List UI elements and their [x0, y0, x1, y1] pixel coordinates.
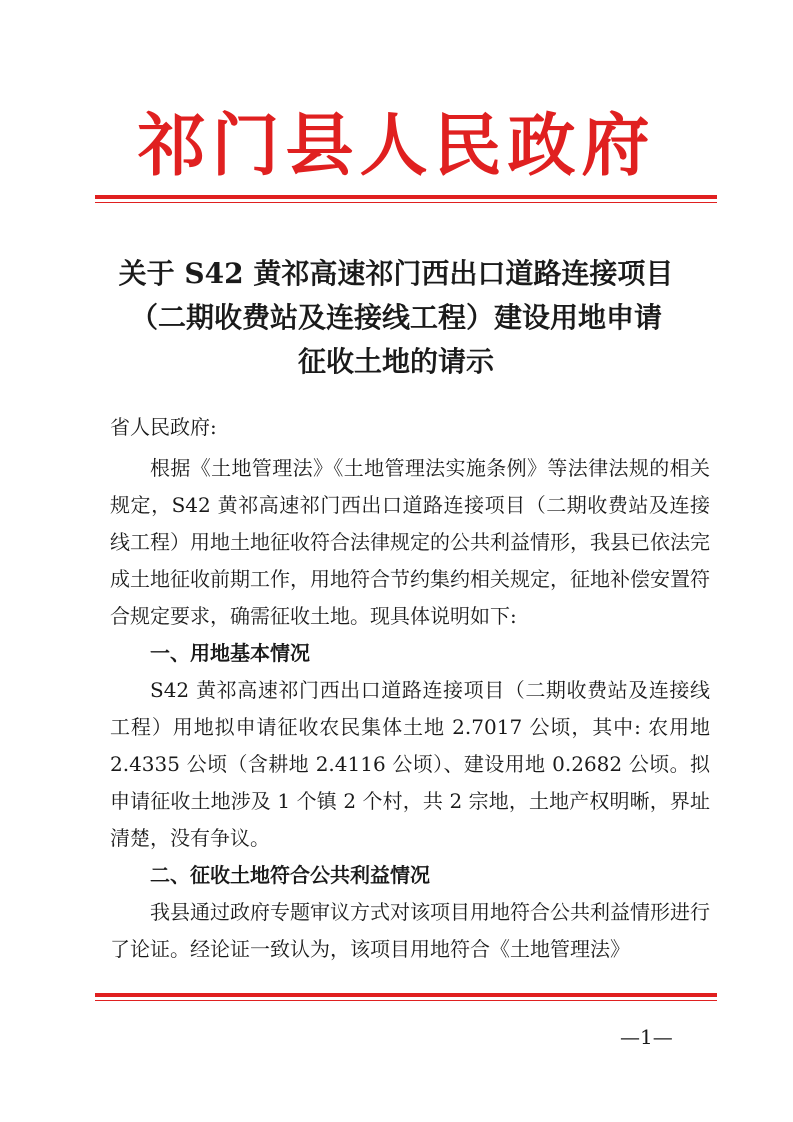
- paragraph: S42 黄祁高速祁门西出口道路连接项目（二期收费站及连接线工程）用地拟申请征收农民集体土地 2.7017 公顷，其中: 农用地 2.4335 公顷（含耕地 2.4116 公顷）、建设用地 0.2682 公顷。拟申请征收土地涉及 1 个镇 2 个村，共 2 宗地，土地产权明晰，界址清楚，没有争议。: [110, 678, 710, 850]
- page-number: —1—: [620, 1025, 673, 1049]
- bottom-red-rule: [95, 993, 717, 997]
- masthead: 祁门县人民政府: [137, 106, 656, 186]
- addressee: 省人民政府:: [110, 415, 217, 439]
- paragraph: 根据《土地管理法》《土地管理法实施条例》等法律法规的相关规定，S42 黄祁高速祁门西出口道路连接项目（二期收费站及连接线工程）用地土地征收符合法律规定的公共利益情形，我县已依法完成土地征收前期工作，用地符合节约集约相关规定，征地补偿安置符合规定要求，确需征收土地。现具体说明如下:: [110, 456, 710, 628]
- section-heading: 二、征收土地符合公共利益情况: [150, 863, 430, 887]
- bottom-red-rule-thin: [95, 1000, 717, 1001]
- body-text: [110, 450, 710, 968]
- title-line: （二期收费站及连接线工程）建设用地申请: [129, 301, 662, 334]
- top-red-rule-thin: [95, 202, 717, 203]
- section-heading: 一、用地基本情况: [150, 641, 310, 665]
- document-title: [96, 252, 696, 384]
- paragraph: 我县通过政府专题审议方式对该项目用地符合公共利益情形进行了论证。经论证一致认为，该项目用地符合《土地管理法》: [110, 900, 710, 961]
- title-line: 关于 S42 黄祁高速祁门西出口道路连接项目: [118, 257, 674, 290]
- title-line: 征收土地的请示: [297, 345, 494, 378]
- top-red-rule: [95, 195, 717, 199]
